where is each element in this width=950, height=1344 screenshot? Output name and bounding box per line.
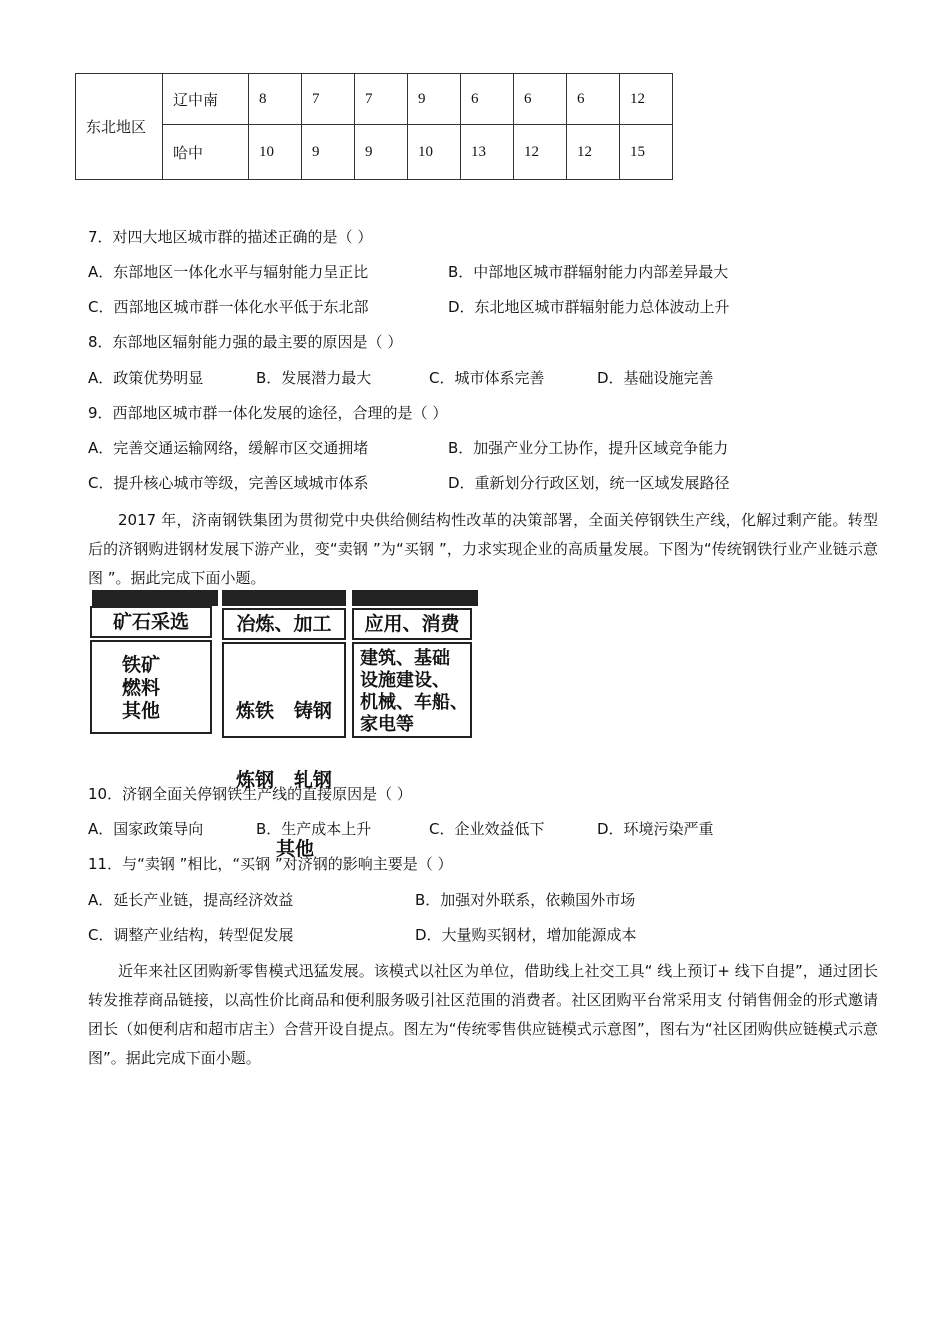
question-11-stem: 11．与“卖钢 ”相比，“买钢 ”对济钢的影响主要是（ ）: [88, 855, 453, 873]
list-item: 其他: [276, 838, 315, 860]
city-cluster-name: 辽中南: [163, 74, 249, 125]
list-item: 其他: [122, 700, 161, 722]
question-8-option-d: D．基础设施完善: [597, 369, 714, 387]
header-bar: [352, 590, 478, 606]
question-7-option-a: A．东部地区一体化水平与辐射能力呈正比: [88, 263, 369, 281]
region-cell: 东北地区: [76, 74, 163, 180]
table-cell: 6: [461, 74, 514, 125]
question-11-option-c: C．调整产业结构，转型促发展: [88, 926, 294, 944]
upstream-items: [90, 640, 212, 734]
table-cell: 9: [355, 125, 408, 180]
question-8-option-b: B．发展潜力最大: [256, 369, 372, 387]
header-bar: [222, 590, 346, 606]
downstream-title: 应用、消费: [352, 608, 472, 640]
list-item: 炼钢 轧钢: [236, 769, 332, 791]
header-bar: [92, 590, 218, 606]
question-9-option-b: B．加强产业分工协作，提升区域竞争能力: [448, 439, 729, 457]
list-item: 建筑、基础: [360, 648, 450, 669]
list-item: 机械、车船、: [360, 692, 468, 713]
table-cell: 10: [249, 125, 302, 180]
upstream-title: 矿石采选: [90, 606, 212, 638]
downstream-items: [352, 642, 472, 738]
table-cell: 7: [302, 74, 355, 125]
question-8-option-a: A．政策优势明显: [88, 369, 204, 387]
table-cell: 6: [567, 74, 620, 125]
question-11-option-d: D．大量购买钢材，增加能源成本: [415, 926, 637, 944]
midstream-title: 冶炼、加工: [222, 608, 346, 640]
question-9-option-c: C．提升核心城市等级，完善区域城市体系: [88, 474, 369, 492]
table-cell: 9: [408, 74, 461, 125]
question-9-stem: 9．西部地区城市群一体化发展的途径，合理的是（ ）: [88, 404, 448, 422]
question-7-option-b: B．中部地区城市群辐射能力内部差异最大: [448, 263, 729, 281]
list-item: 燃料: [122, 677, 161, 699]
table-cell: 8: [249, 74, 302, 125]
question-7-option-c: C．西部地区城市群一体化水平低于东北部: [88, 298, 369, 316]
list-item: 家电等: [360, 714, 414, 735]
question-7-option-d: D．东北地区城市群辐射能力总体波动上升: [448, 298, 730, 316]
table-row: [76, 74, 673, 125]
passage-community-group-buying: 近年来社区团购新零售模式迅猛发展。该模式以社区为单位，借助线上社交工具“ 线上预订+ 线下自提”，通过团长转发推荐商品链接，以高性价比商品和便利服务吸引社区范围的消费者。社区团购平台常采用支 付销售佣金的形式邀请团长（如便利店和超市店主）合营开设自提点。图左为“传统零售供应链模式示意图”，图右为“社区团购供应链模式示意图”。据此完成下面小题。: [88, 962, 878, 1067]
question-11-option-b: B．加强对外联系，依赖国外市场: [415, 891, 636, 909]
question-7-stem: 7．对四大地区城市群的描述正确的是（ ）: [88, 228, 373, 246]
list-item: 设施建设、: [360, 670, 450, 691]
list-item: 炼铁 铸钢: [236, 700, 332, 722]
list-item: 铁矿: [122, 654, 161, 676]
question-10-option-d: D．环境污染严重: [597, 820, 714, 838]
table-cell: 9: [302, 125, 355, 180]
question-10-option-c: C．企业效益低下: [429, 820, 545, 838]
passage-steel: 2017 年，济南钢铁集团为贯彻党中央供给侧结构性改革的决策部署，全面关停钢铁生产线，化解过剩产能。转型后的济钢购进钢材发展下游产业，变“卖钢 ”为“买钢 ”，力求实现企业的高质量发展。下图为“传统钢铁行业产业链示意图 ”。据此完成下面小题。: [88, 511, 878, 587]
table-cell: 12: [620, 74, 673, 125]
question-10-stem: 10．济钢全面关停钢铁生产线的直接原因是（ ）: [88, 785, 412, 803]
city-cluster-name: 哈中: [163, 125, 249, 180]
question-10-option-a: A．国家政策导向: [88, 820, 204, 838]
table-cell: 15: [620, 125, 673, 180]
table-cell: 6: [514, 74, 567, 125]
table-row: [76, 125, 673, 180]
table-cell: 10: [408, 125, 461, 180]
question-11-option-a: A．延长产业链，提高经济效益: [88, 891, 294, 909]
question-10-option-b: B．生产成本上升: [256, 820, 372, 838]
question-8-option-c: C．城市体系完善: [429, 369, 545, 387]
table-cell: 7: [355, 74, 408, 125]
data-table: [75, 73, 673, 180]
question-9-option-d: D．重新划分行政区划，统一区域发展路径: [448, 474, 730, 492]
table-cell: 12: [567, 125, 620, 180]
table-cell: 12: [514, 125, 567, 180]
question-9-option-a: A．完善交通运输网络，缓解市区交通拥堵: [88, 439, 369, 457]
question-8-stem: 8．东部地区辐射能力强的最主要的原因是（ ）: [88, 333, 403, 351]
table-cell: 13: [461, 125, 514, 180]
